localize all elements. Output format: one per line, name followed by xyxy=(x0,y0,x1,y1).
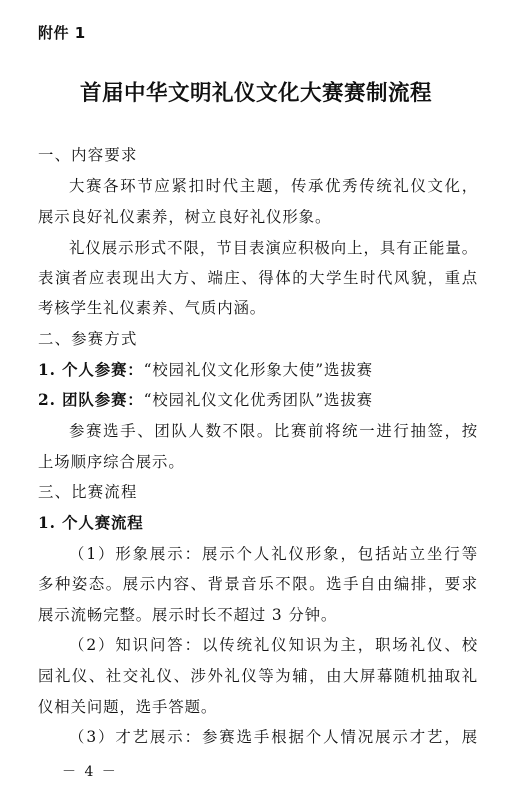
list-item-label: 2. 团队参赛： xyxy=(38,391,144,409)
list-item-team xyxy=(38,390,478,410)
list-item-text: “校园礼仪文化形象大使”选拔赛 xyxy=(143,361,373,379)
paragraph-line: （1）形象展示：展示个人礼仪形象，包括站立坐行等 xyxy=(69,545,478,563)
paragraph-line: 表演者应表现出大方、端庄、得体的大学生时代风貌，重点 xyxy=(38,269,478,287)
paragraph-line: 多种姿态。展示内容、背景音乐不限。选手自由编排，要求 xyxy=(38,575,478,593)
section-heading-participation: 二、参赛方式 xyxy=(38,330,138,348)
page-number: － 4 － xyxy=(62,764,118,780)
paragraph-line: （3）才艺展示：参赛选手根据个人情况展示才艺，展 xyxy=(69,728,478,746)
list-item-text: “校园礼仪文化优秀团队”选拔赛 xyxy=(143,391,373,409)
paragraph-line: 上场顺序综合展示。 xyxy=(38,453,185,471)
paragraph-line: 考核学生礼仪素养、气质内涵。 xyxy=(38,299,267,317)
paragraph-line: （2）知识问答：以传统礼仪知识为主，职场礼仪、校 xyxy=(69,636,478,654)
list-item-individual xyxy=(38,360,478,380)
paragraph-line: 仪相关问题，选手答题。 xyxy=(38,698,218,716)
section-heading-competition-process: 三、比赛流程 xyxy=(38,483,138,501)
paragraph-line: 园礼仪、社交礼仪、涉外礼仪等为辅，由大屏幕随机抽取礼 xyxy=(38,667,478,685)
list-item-label: 1. 个人参赛： xyxy=(38,361,144,379)
paragraph-line: 展示良好礼仪素养，树立良好礼仪形象。 xyxy=(38,208,332,226)
paragraph-line: 礼仪展示形式不限，节目表演应积极向上，具有正能量。 xyxy=(69,239,478,257)
attachment-label: 附件 1 xyxy=(38,24,86,42)
subheading-individual-process: 1. 个人赛流程 xyxy=(38,514,144,532)
paragraph-line: 大赛各环节应紧扣时代主题，传承优秀传统礼仪文化， xyxy=(69,177,478,195)
paragraph-line: 展示流畅完整。展示时长不超过 3 分钟。 xyxy=(38,606,338,624)
document-title: 首届中华文明礼仪文化大赛赛制流程 xyxy=(79,81,432,106)
section-heading-content-requirements: 一、内容要求 xyxy=(38,146,138,164)
paragraph-line: 参赛选手、团队人数不限。比赛前将统一进行抽签，按 xyxy=(69,422,478,440)
